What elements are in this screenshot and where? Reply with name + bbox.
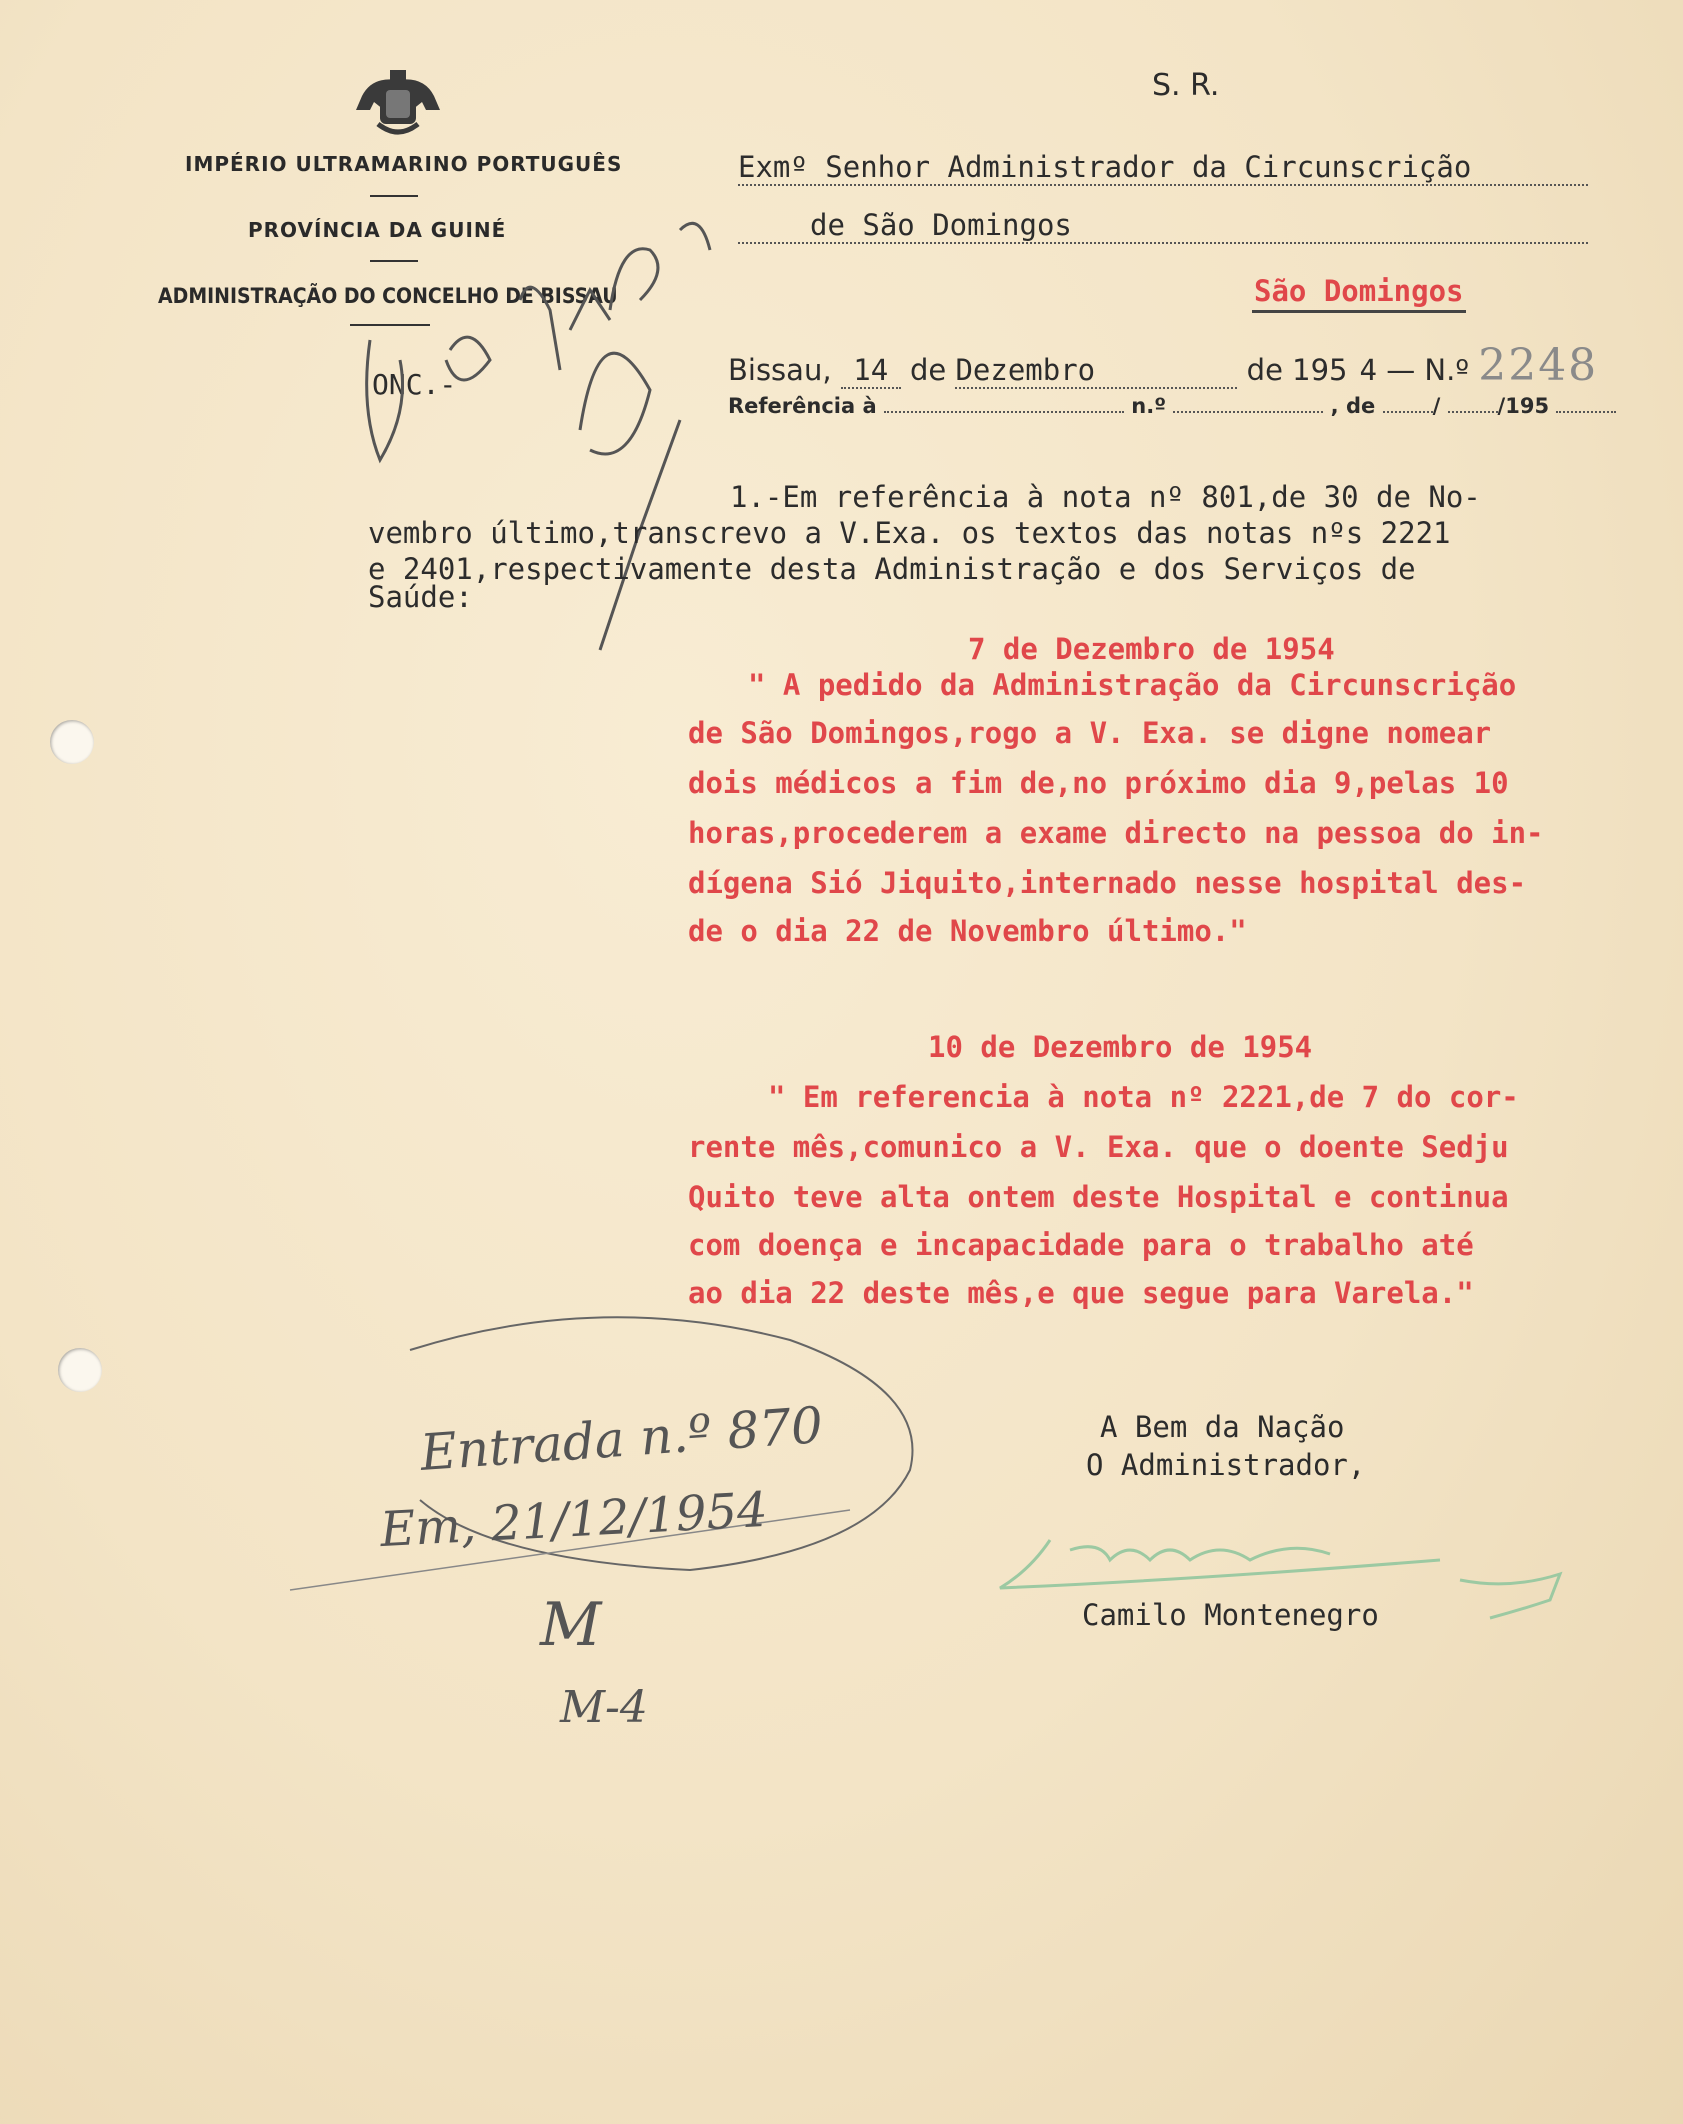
closing-line-1: A Bem da Nação (1100, 1410, 1345, 1444)
quote2-date: 10 de Dezembro de 1954 (928, 1030, 1313, 1064)
punch-hole-bottom (58, 1348, 102, 1392)
coat-of-arms-emblem (352, 66, 444, 144)
dateline (728, 340, 1598, 391)
dateline-day: 14 (841, 353, 901, 389)
reference-label: Referência à (728, 394, 877, 418)
dateline-place: Bissau, (728, 353, 832, 387)
margin-onc: ONC.- (372, 368, 457, 401)
header-administration: ADMINISTRAÇÃO DO CONCELHO DE BISSAU (158, 284, 618, 308)
quote2-line-5: ao dia 22 deste mês,e que segue para Varela." (688, 1276, 1474, 1310)
punch-hole-top (50, 720, 94, 764)
reference-blank-3 (1383, 411, 1433, 413)
quote2-line-1: " Em referencia à nota nº 2221,de 7 do cor- (768, 1080, 1519, 1114)
body-line-4: Saúde: (368, 580, 473, 614)
code-handwritten: M-4 (560, 1682, 648, 1733)
body-line-3: e 2401,respectivamente desta Administração e dos Serviços de (368, 552, 1416, 586)
dateline-de-year: de 195 (1246, 353, 1348, 387)
reference-blank-1 (884, 411, 1124, 413)
body-line-1: 1.-Em referência à nota nº 801,de 30 de No- (730, 480, 1481, 514)
dateline-year-digit: 4 (1359, 353, 1377, 387)
entry-date-handwritten: Em, 21/12/1954 (378, 1481, 769, 1559)
reference-no: n.º (1131, 394, 1167, 418)
quote2-line-2: rente mês,comunico a V. Exa. que o doente Sedju (688, 1130, 1509, 1164)
header-divider-1 (370, 195, 418, 197)
body-line-2: vembro último,transcrevo a V.Exa. os textos das notas nºs 2221 (368, 516, 1451, 550)
dateline-month: Dezembro (955, 353, 1237, 389)
dateline-de: de (909, 353, 947, 387)
addressee-destination: São Domingos (1252, 274, 1466, 313)
reference-blank-2 (1173, 411, 1323, 413)
dateline-number: 2248 (1478, 340, 1599, 391)
quote1-line-3: dois médicos a fim de,no próximo dia 9,pelas 10 (688, 766, 1509, 800)
quote2-line-3: Quito teve alta ontem deste Hospital e continua (688, 1180, 1509, 1214)
initials-handwritten: M (540, 1590, 602, 1660)
reference-de: , de (1330, 394, 1376, 418)
quote1-line-5: dígena Sió Jiquito,internado nesse hospital des- (688, 866, 1527, 900)
addressee-line-2: de São Domingos (738, 208, 1588, 244)
quote1-line-4: horas,procederem a exame directo na pessoa do in- (688, 816, 1544, 850)
reference-line (728, 394, 1616, 418)
reference-blank-5 (1556, 411, 1616, 413)
entry-number-handwritten: Entrada n.º 870 (418, 1396, 825, 1482)
reference-year: /195 (1497, 394, 1550, 418)
addressee-line-1: Exmº Senhor Administrador da Circunscrição (738, 150, 1588, 186)
header-province: PROVÍNCIA DA GUINÉ (248, 218, 507, 242)
quote1-line-6: de o dia 22 de Novembro último." (688, 914, 1247, 948)
closing-name: Camilo Montenegro (1082, 1598, 1379, 1632)
reference-slash: / (1432, 394, 1441, 418)
reference-blank-4 (1448, 411, 1498, 413)
closing-line-2: O Administrador, (1086, 1448, 1366, 1482)
quote1-line-1: " A pedido da Administração da Circunscrição (748, 668, 1517, 702)
sr-mark: S. R. (1152, 68, 1220, 103)
header-empire: IMPÉRIO ULTRAMARINO PORTUGUÊS (185, 152, 623, 176)
quote1-line-2: de São Domingos,rogo a V. Exa. se digne nomear (688, 716, 1492, 750)
quote2-line-4: com doença e incapacidade para o trabalho até (688, 1228, 1474, 1262)
quote1-date: 7 de Dezembro de 1954 (968, 632, 1335, 666)
dateline-number-label: — N.º (1386, 353, 1469, 387)
